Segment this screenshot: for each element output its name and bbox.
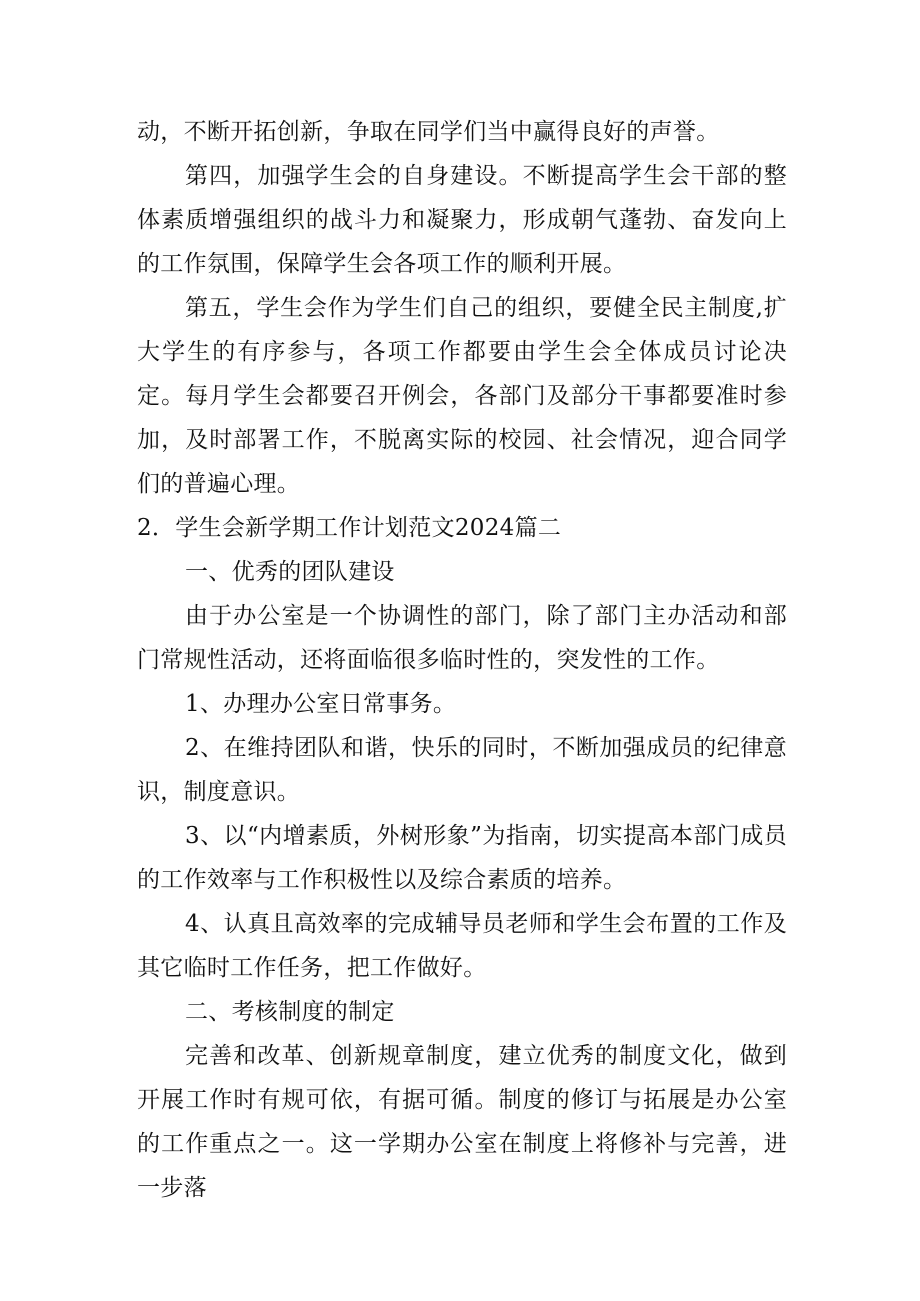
subheading-assessment: 二、考核制度的制定 [185,999,395,1025]
paragraph-fourth-point: 第四，加强学生会的自身建设。不断提高学生会干部的整体素质增强组织的战斗力和凝聚力，形成朝气蓬勃、奋发向上的工作氛围，保障学生会各项工作的顺利开展。 [137,163,787,277]
subheading-team-building: 一、优秀的团队建设 [185,559,395,585]
paragraph-fifth-point: 第五，学生会作为学生们自己的组织，要健全民主制度,扩大学生的有序参与，各项工作都要由学生会全体成员讨论决定。每月学生会都要召开例会，各部门及部分干事都要准时参加，及时部署工作，不脱离实际的校园、社会情况，迎合同学们的普遍心理。 [137,295,787,497]
list-item-2: 2、在维持团队和谐，快乐的同时，不断加强成员的纪律意识，制度意识。 [137,735,787,805]
paragraph-continuation: 动，不断开拓创新，争取在同学们当中赢得良好的声誉。 [137,119,720,145]
list-item-3: 3、以“内增素质，外树形象”为指南，切实提高本部门成员的工作效率与工作积极性以及综合素质的培养。 [137,823,787,893]
list-item-4: 4、认真且高效率的完成辅导员老师和学生会布置的工作及其它临时工作任务，把工作做好。 [137,911,787,981]
list-item-1: 1、办理办公室日常事务。 [185,691,457,717]
document-body [137,110,787,1210]
section-heading: 2．学生会新学期工作计划范文2024篇二 [137,515,562,541]
paragraph-rules-reform: 完善和改革、创新规章制度，建立优秀的制度文化，做到开展工作时有规可依，有据可循。制度的修订与拓展是办公室的工作重点之一。这一学期办公室在制度上将修补与完善，进一步落 [137,1043,787,1201]
paragraph-office-role: 由于办公室是一个协调性的部门，除了部门主办活动和部门常规性活动，还将面临很多临时性的，突发性的工作。 [137,603,787,673]
